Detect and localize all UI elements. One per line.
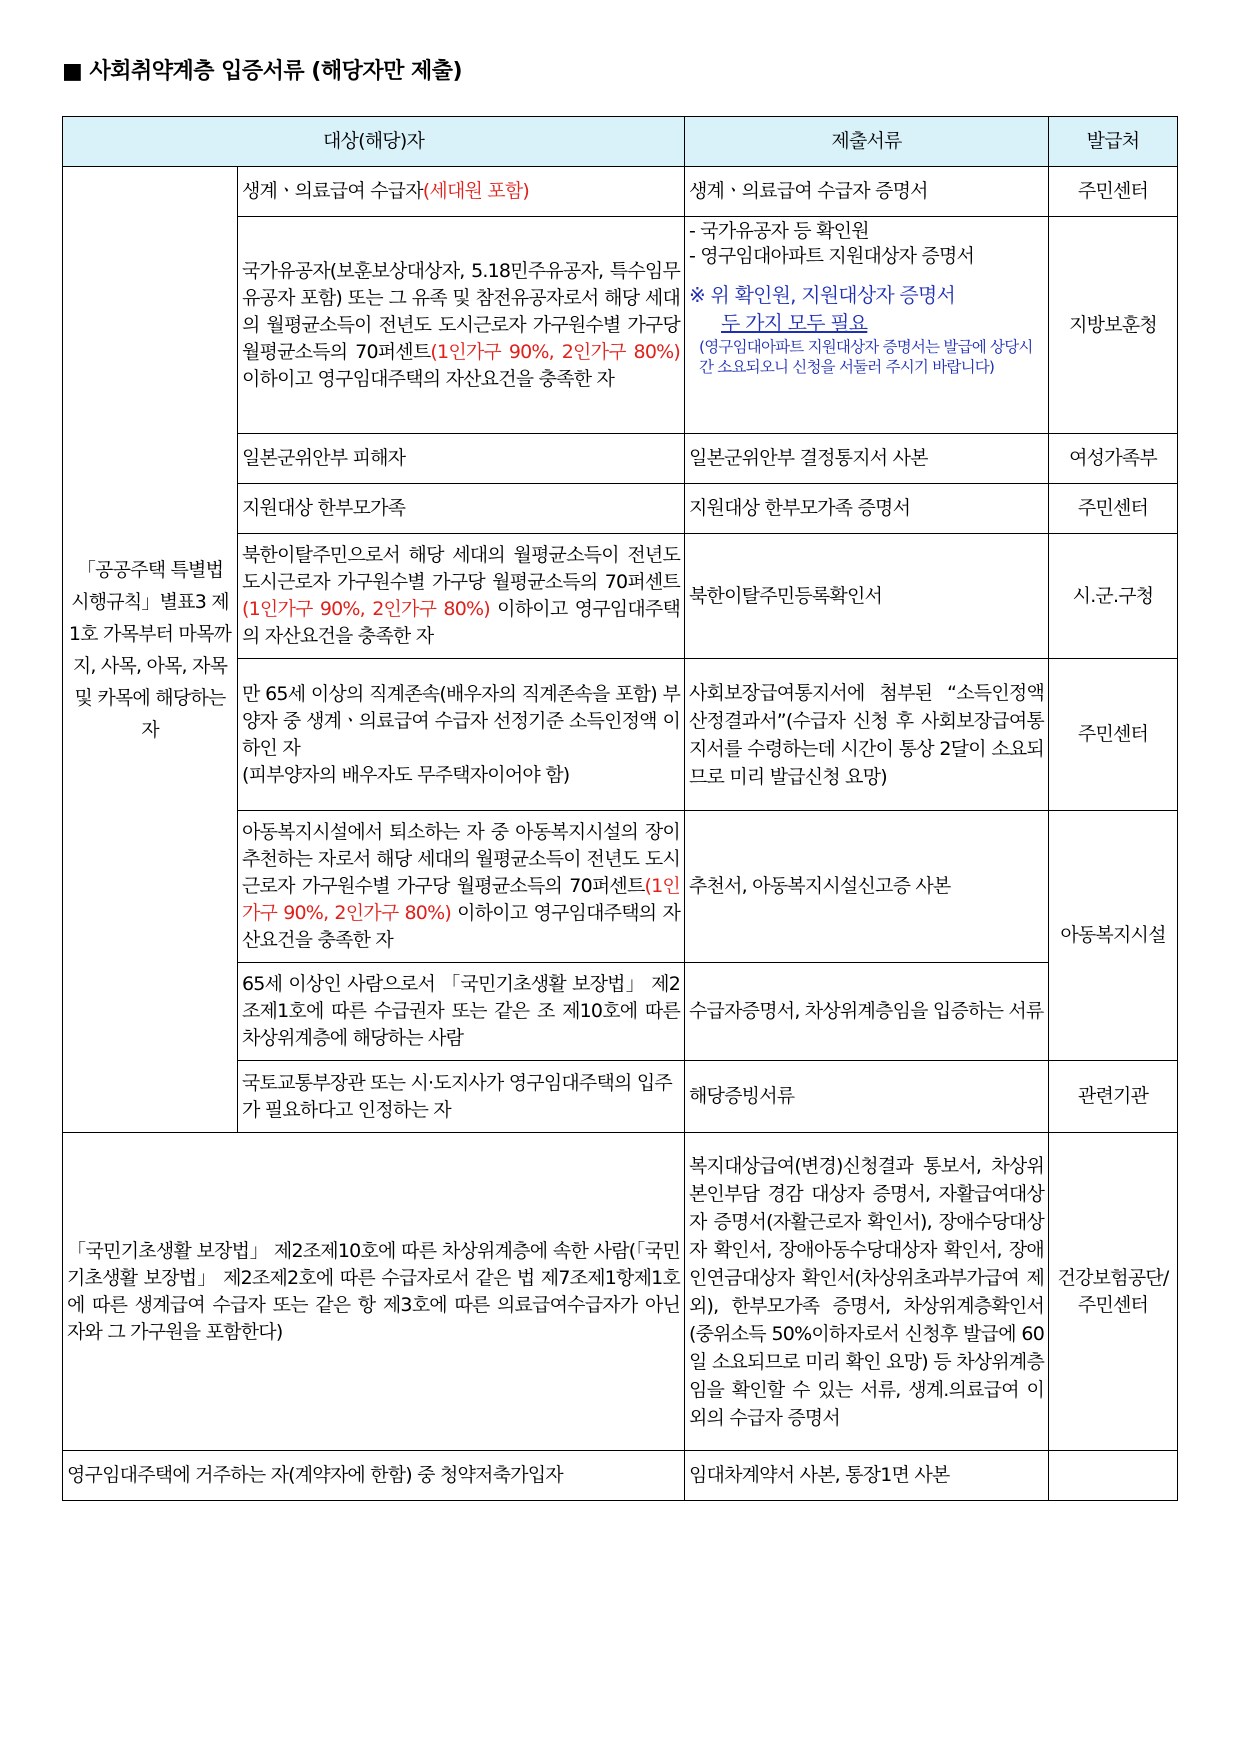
- document-cell: 북한이탈주민등록확인서: [685, 534, 1049, 659]
- issuer-cell: 시.군.구청: [1049, 534, 1178, 659]
- page-title: ■ 사회취약계층 입증서류 (해당자만 제출): [62, 59, 463, 84]
- note-both-required: 두 가지 모두 필요: [721, 311, 868, 335]
- issuer-cell: 건강보험공단/ 주민센터: [1049, 1133, 1178, 1451]
- document-cell: 지원대상 한부모가족 증명서: [685, 484, 1049, 534]
- issuer-cell: 아동복지시설: [1049, 811, 1178, 1061]
- group-label: 「공공주택 특별법 시행규칙」별표3 제1호 가목부터 마목까지, 사목, 아목, 자목 및 카목에 해당하는 자: [63, 167, 238, 1133]
- target-cell: 생계ㆍ의료급여 수급자(세대원 포함): [238, 167, 685, 217]
- issuer-cell: 지방보훈청: [1049, 217, 1178, 434]
- target-cell: 만 65세 이상의 직계존속(배우자의 직계존속을 포함) 부양자 중 생계ㆍ의료급여 수급자 선정기준 소득인정액 이하인 자 (피부양자의 배우자도 무주택자이어야 함): [238, 659, 685, 811]
- issuer-cell: 관련기관: [1049, 1061, 1178, 1133]
- document-cell: - 국가유공자 등 확인원 - 영구임대아파트 지원대상자 증명서 ※ 위 확인원, 지원대상자 증명서 두 가지 모두 필요 (영구임대아파트 지원대상자 증명서는 발급에 상당시간 소요되오니 신청을 서둘러 주시기 바랍니다): [685, 217, 1049, 434]
- issuer-cell: 주민센터: [1049, 484, 1178, 534]
- documents-table: [62, 116, 1178, 1501]
- table-header-row: [63, 117, 1178, 167]
- table-row: [63, 167, 1178, 217]
- document-cell: 임대차계약서 사본, 통장1면 사본: [685, 1451, 1049, 1501]
- header-documents: 제출서류: [685, 117, 1049, 167]
- issuer-cell: 주민센터: [1049, 167, 1178, 217]
- issuer-cell: 주민센터: [1049, 659, 1178, 811]
- table-row: [63, 1133, 1178, 1451]
- target-cell: 국토교통부장관 또는 시·도지사가 영구임대주택의 입주가 필요하다고 인정하는 자: [238, 1061, 685, 1133]
- document-cell: 추천서, 아동복지시설신고증 사본: [685, 811, 1049, 963]
- target-cell: 아동복지시설에서 퇴소하는 자 중 아동복지시설의 장이 추천하는 자로서 해당 세대의 월평균소득이 전년도 도시근로자 가구원수별 가구당 월평균소득의 70퍼센트(1인가구 90%, 2인가구 80%) 이하이고 영구임대주택의 자산요건을 충족한 자: [238, 811, 685, 963]
- target-cell: 65세 이상인 사람으로서 「국민기초생활 보장법」 제2조제1호에 따른 수급권자 또는 같은 조 제10호에 따른 차상위계층에 해당하는 사람: [238, 963, 685, 1061]
- header-target: 대상(해당)자: [63, 117, 685, 167]
- target-cell: 영구임대주택에 거주하는 자(계약자에 한함) 중 청약저축가입자: [63, 1451, 685, 1501]
- note-required: ※ 위 확인원, 지원대상자 증명서: [689, 283, 955, 307]
- table-row: [63, 1451, 1178, 1501]
- target-cell: 일본군위안부 피해자: [238, 434, 685, 484]
- document-cell: 일본군위안부 결정통지서 사본: [685, 434, 1049, 484]
- target-cell: 국가유공자(보훈보상대상자, 5.18민주유공자, 특수임무유공자 포함) 또는 그 유족 및 참전유공자로서 해당 세대의 월평균소득이 전년도 도시근로자 가구원수별 가구당 월평균소득의 70퍼센트(1인가구 90%, 2인가구 80%) 이하이고 영구임대주택의 자산요건을 충족한 자: [238, 217, 685, 434]
- issuer-cell: [1049, 1451, 1178, 1501]
- issuer-cell: 여성가족부: [1049, 434, 1178, 484]
- document-cell: 수급자증명서, 차상위계층임을 입증하는 서류: [685, 963, 1049, 1061]
- header-issuer: 발급처: [1049, 117, 1178, 167]
- target-cell: 「국민기초생활 보장법」 제2조제10호에 따른 차상위계층에 속한 사람(「국민기초생활 보장법」 제2조제2호에 따른 수급자로서 같은 법 제7조제1항제1호에 따른 생계급여 수급자 또는 같은 항 제3호에 따른 의료급여수급자가 아닌 자와 그 가구원을 포함한다): [63, 1133, 685, 1451]
- document-cell: 복지대상급여(변경)신청결과 통보서, 차상위 본인부담 경감 대상자 증명서, 자활급여대상자 증명서(자활근로자 확인서), 장애수당대상자 확인서, 장애아동수당대상자 확인서, 장애인연금대상자 확인서(차상위초과부가급여 제외), 한부모가족 증명서, 차상위계층확인서(중위소득 50%이하자로서 신청후 발급에 60일 소요되므로 미리 확인 요망) 등 차상위계층임을 확인할 수 있는 서류, 생계.의료급여 이외의 수급자 증명서: [685, 1133, 1049, 1451]
- document-cell: 해당증빙서류: [685, 1061, 1049, 1133]
- target-cell: 지원대상 한부모가족: [238, 484, 685, 534]
- document-cell: 사회보장급여통지서에 첨부된 “소득인정액 산정결과서”(수급자 신청 후 사회보장급여통지서를 수령하는데 시간이 통상 2달이 소요되므로 미리 발급신청 요망): [685, 659, 1049, 811]
- target-cell: 북한이탈주민으로서 해당 세대의 월평균소득이 전년도 도시근로자 가구원수별 가구당 월평균소득의 70퍼센트(1인가구 90%, 2인가구 80%) 이하이고 영구임대주택의 자산요건을 충족한 자: [238, 534, 685, 659]
- document-cell: 생계ㆍ의료급여 수급자 증명서: [685, 167, 1049, 217]
- note-small: (영구임대아파트 지원대상자 증명서는 발급에 상당시간 소요되오니 신청을 서둘러 주시기 바랍니다): [699, 338, 1033, 376]
